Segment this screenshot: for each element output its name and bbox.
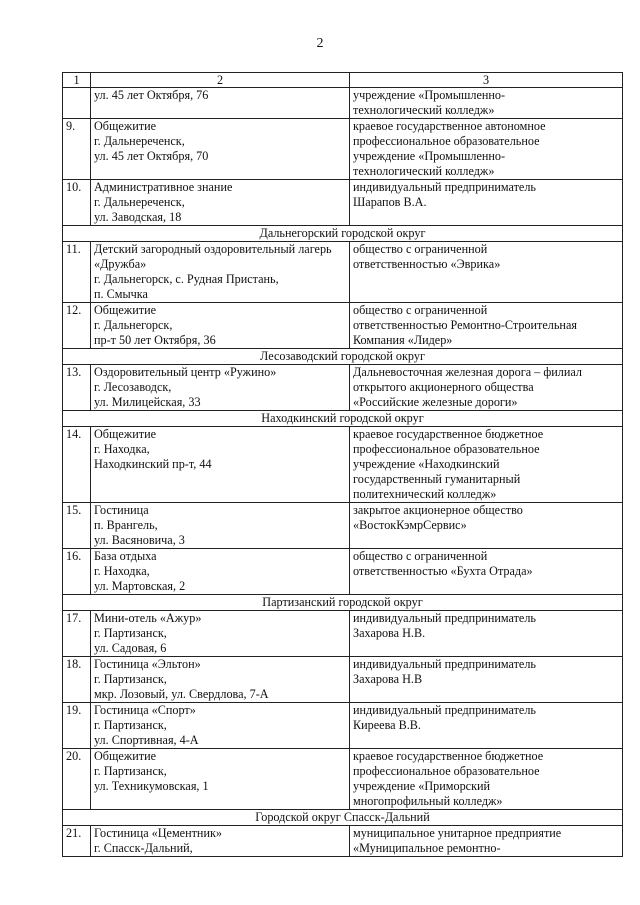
- owner-line: учреждение «Находкинский: [353, 457, 500, 471]
- owner-line: Захарова Н.В.: [353, 626, 426, 640]
- object-cell: [91, 180, 350, 226]
- object-line: г. Дальнереченск,: [94, 134, 185, 148]
- table-row: [63, 657, 623, 703]
- object-line: ул. Милицейская, 33: [94, 395, 201, 409]
- row-number: 11.: [63, 242, 91, 303]
- object-line: г. Находка,: [94, 442, 150, 456]
- owner-line: краевое государственное автономное: [353, 119, 546, 133]
- object-line: г. Дальнегорск,: [94, 318, 173, 332]
- row-number: 13.: [63, 365, 91, 411]
- owner-line: технологический колледж»: [353, 164, 495, 178]
- table-row: [63, 303, 623, 349]
- owner-line: индивидуальный предприниматель: [353, 180, 536, 194]
- owner-line: Шарапов В.А.: [353, 195, 427, 209]
- owner-line: индивидуальный предприниматель: [353, 703, 536, 717]
- object-cell: [91, 88, 350, 119]
- object-line: Детский загородный оздоровительный лагерь: [94, 242, 332, 256]
- owner-line: государственный гуманитарный: [353, 472, 521, 486]
- district-heading: Городской округ Спасск-Дальний: [63, 810, 623, 826]
- row-number: 14.: [63, 427, 91, 503]
- object-line: ул. Садовая, 6: [94, 641, 167, 655]
- object-cell: [91, 826, 350, 857]
- object-line: Мини-отель «Ажур»: [94, 611, 202, 625]
- owner-line: Дальневосточная железная дорога – филиал: [353, 365, 582, 379]
- header-col-1: 1: [63, 73, 91, 88]
- district-heading: Партизанский городской округ: [63, 595, 623, 611]
- object-line: ул. Спортивная, 4-А: [94, 733, 199, 747]
- object-line: Гостиница «Спорт»: [94, 703, 196, 717]
- table-row: [63, 826, 623, 857]
- owner-line: политехнический колледж»: [353, 487, 497, 501]
- owner-line: общество с ограниченной: [353, 549, 488, 563]
- row-number: 18.: [63, 657, 91, 703]
- row-number: 9.: [63, 119, 91, 180]
- object-line: ул. Техникумовская, 1: [94, 779, 209, 793]
- row-number: 16.: [63, 549, 91, 595]
- district-heading: Дальнегорский городской округ: [63, 226, 623, 242]
- table-row: [63, 549, 623, 595]
- district-row: [63, 349, 623, 365]
- object-line: ул. 45 лет Октября, 70: [94, 149, 209, 163]
- object-line: «Дружба»: [94, 257, 147, 271]
- table-row: [63, 427, 623, 503]
- owner-line: открытого акционерного общества: [353, 380, 534, 394]
- owner-line: индивидуальный предприниматель: [353, 657, 536, 671]
- owner-line: ответственностью Ремонтно-Строительная: [353, 318, 577, 332]
- owner-cell: [350, 365, 623, 411]
- object-line: Находкинский пр-т, 44: [94, 457, 212, 471]
- row-number: 17.: [63, 611, 91, 657]
- row-number: 15.: [63, 503, 91, 549]
- object-line: Общежитие: [94, 303, 156, 317]
- object-line: База отдыха: [94, 549, 157, 563]
- object-line: г. Дальнегорск, с. Рудная Пристань,: [94, 272, 279, 286]
- object-cell: [91, 611, 350, 657]
- owner-cell: [350, 703, 623, 749]
- object-line: мкр. Лозовый, ул. Свердлова, 7-А: [94, 687, 269, 701]
- district-row: [63, 226, 623, 242]
- header-col-2: 2: [91, 73, 350, 88]
- object-line: Административное знание: [94, 180, 233, 194]
- district-row: [63, 595, 623, 611]
- owner-line: краевое государственное бюджетное: [353, 749, 544, 763]
- district-heading: Лесозаводский городской округ: [63, 349, 623, 365]
- object-line: г. Партизанск,: [94, 764, 167, 778]
- owner-line: краевое государственное бюджетное: [353, 427, 544, 441]
- object-cell: [91, 242, 350, 303]
- owner-line: Захарова Н.В: [353, 672, 423, 686]
- object-line: п. Смычка: [94, 287, 148, 301]
- object-line: пр-т 50 лет Октября, 36: [94, 333, 216, 347]
- object-cell: [91, 303, 350, 349]
- owner-cell: [350, 503, 623, 549]
- object-line: г. Лесозаводск,: [94, 380, 172, 394]
- owner-line: ответственностью «Бухта Отрада»: [353, 564, 533, 578]
- owner-line: Компания «Лидер»: [353, 333, 453, 347]
- object-line: Гостиница: [94, 503, 149, 517]
- row-number: 12.: [63, 303, 91, 349]
- table-row: [63, 503, 623, 549]
- object-line: ул. 45 лет Октября, 76: [94, 88, 209, 102]
- object-line: Общежитие: [94, 749, 156, 763]
- table-row: [63, 119, 623, 180]
- object-cell: [91, 749, 350, 810]
- object-cell: [91, 365, 350, 411]
- owner-cell: [350, 611, 623, 657]
- owner-line: индивидуальный предприниматель: [353, 611, 536, 625]
- object-cell: [91, 427, 350, 503]
- objects-table: [62, 72, 623, 857]
- object-cell: [91, 503, 350, 549]
- column-number-header-row: [63, 73, 623, 88]
- object-line: г. Партизанск,: [94, 626, 167, 640]
- owner-line: «Муниципальное ремонтно-: [353, 841, 501, 855]
- owner-line: профессиональное образовательное: [353, 764, 540, 778]
- object-cell: [91, 703, 350, 749]
- owner-line: общество с ограниченной: [353, 242, 488, 256]
- owner-cell: [350, 242, 623, 303]
- owner-line: учреждение «Промышленно-: [353, 88, 506, 102]
- owner-line: учреждение «Приморский: [353, 779, 491, 793]
- object-line: г. Партизанск,: [94, 672, 167, 686]
- object-line: Гостиница «Эльтон»: [94, 657, 201, 671]
- district-row: [63, 411, 623, 427]
- row-number: 19.: [63, 703, 91, 749]
- district-row: [63, 810, 623, 826]
- header-col-3: 3: [350, 73, 623, 88]
- object-line: Оздоровительный центр «Ружино»: [94, 365, 277, 379]
- owner-cell: [350, 119, 623, 180]
- object-line: ул. Заводская, 18: [94, 210, 182, 224]
- page-number: 2: [316, 36, 324, 51]
- owner-cell: [350, 180, 623, 226]
- object-cell: [91, 549, 350, 595]
- object-line: ул. Мартовская, 2: [94, 579, 186, 593]
- owner-line: «Российские железные дороги»: [353, 395, 518, 409]
- owner-line: закрытое акционерное общество: [353, 503, 523, 517]
- table-row: [63, 180, 623, 226]
- owner-line: учреждение «Промышленно-: [353, 149, 506, 163]
- owner-cell: [350, 826, 623, 857]
- object-line: г. Находка,: [94, 564, 150, 578]
- object-line: Общежитие: [94, 119, 156, 133]
- row-number: 21.: [63, 826, 91, 857]
- owner-line: муниципальное унитарное предприятие: [353, 826, 562, 840]
- table-body: [63, 73, 623, 857]
- table-row: [63, 88, 623, 119]
- owner-cell: [350, 303, 623, 349]
- table-row: [63, 365, 623, 411]
- object-line: г. Дальнереченск,: [94, 195, 185, 209]
- owner-line: общество с ограниченной: [353, 303, 488, 317]
- table-row: [63, 242, 623, 303]
- row-number: [63, 88, 91, 119]
- table-row: [63, 611, 623, 657]
- object-line: п. Врангель,: [94, 518, 158, 532]
- object-line: Гостиница «Цементник»: [94, 826, 222, 840]
- object-cell: [91, 119, 350, 180]
- owner-line: многопрофильный колледж»: [353, 794, 503, 808]
- owner-line: профессиональное образовательное: [353, 134, 540, 148]
- object-cell: [91, 657, 350, 703]
- owner-cell: [350, 749, 623, 810]
- object-line: ул. Васяновича, 3: [94, 533, 185, 547]
- object-line: г. Партизанск,: [94, 718, 167, 732]
- table-row: [63, 703, 623, 749]
- row-number: 10.: [63, 180, 91, 226]
- district-heading: Находкинский городской округ: [63, 411, 623, 427]
- owner-line: технологический колледж»: [353, 103, 495, 117]
- owner-line: Киреева В.В.: [353, 718, 421, 732]
- owner-line: «ВостокКэмрСервис»: [353, 518, 467, 532]
- row-number: 20.: [63, 749, 91, 810]
- owner-line: ответственностью «Эврика»: [353, 257, 501, 271]
- owner-cell: [350, 427, 623, 503]
- owner-line: профессиональное образовательное: [353, 442, 540, 456]
- owner-cell: [350, 549, 623, 595]
- owner-cell: [350, 88, 623, 119]
- object-line: г. Спасск-Дальний,: [94, 841, 193, 855]
- owner-cell: [350, 657, 623, 703]
- object-line: Общежитие: [94, 427, 156, 441]
- table-row: [63, 749, 623, 810]
